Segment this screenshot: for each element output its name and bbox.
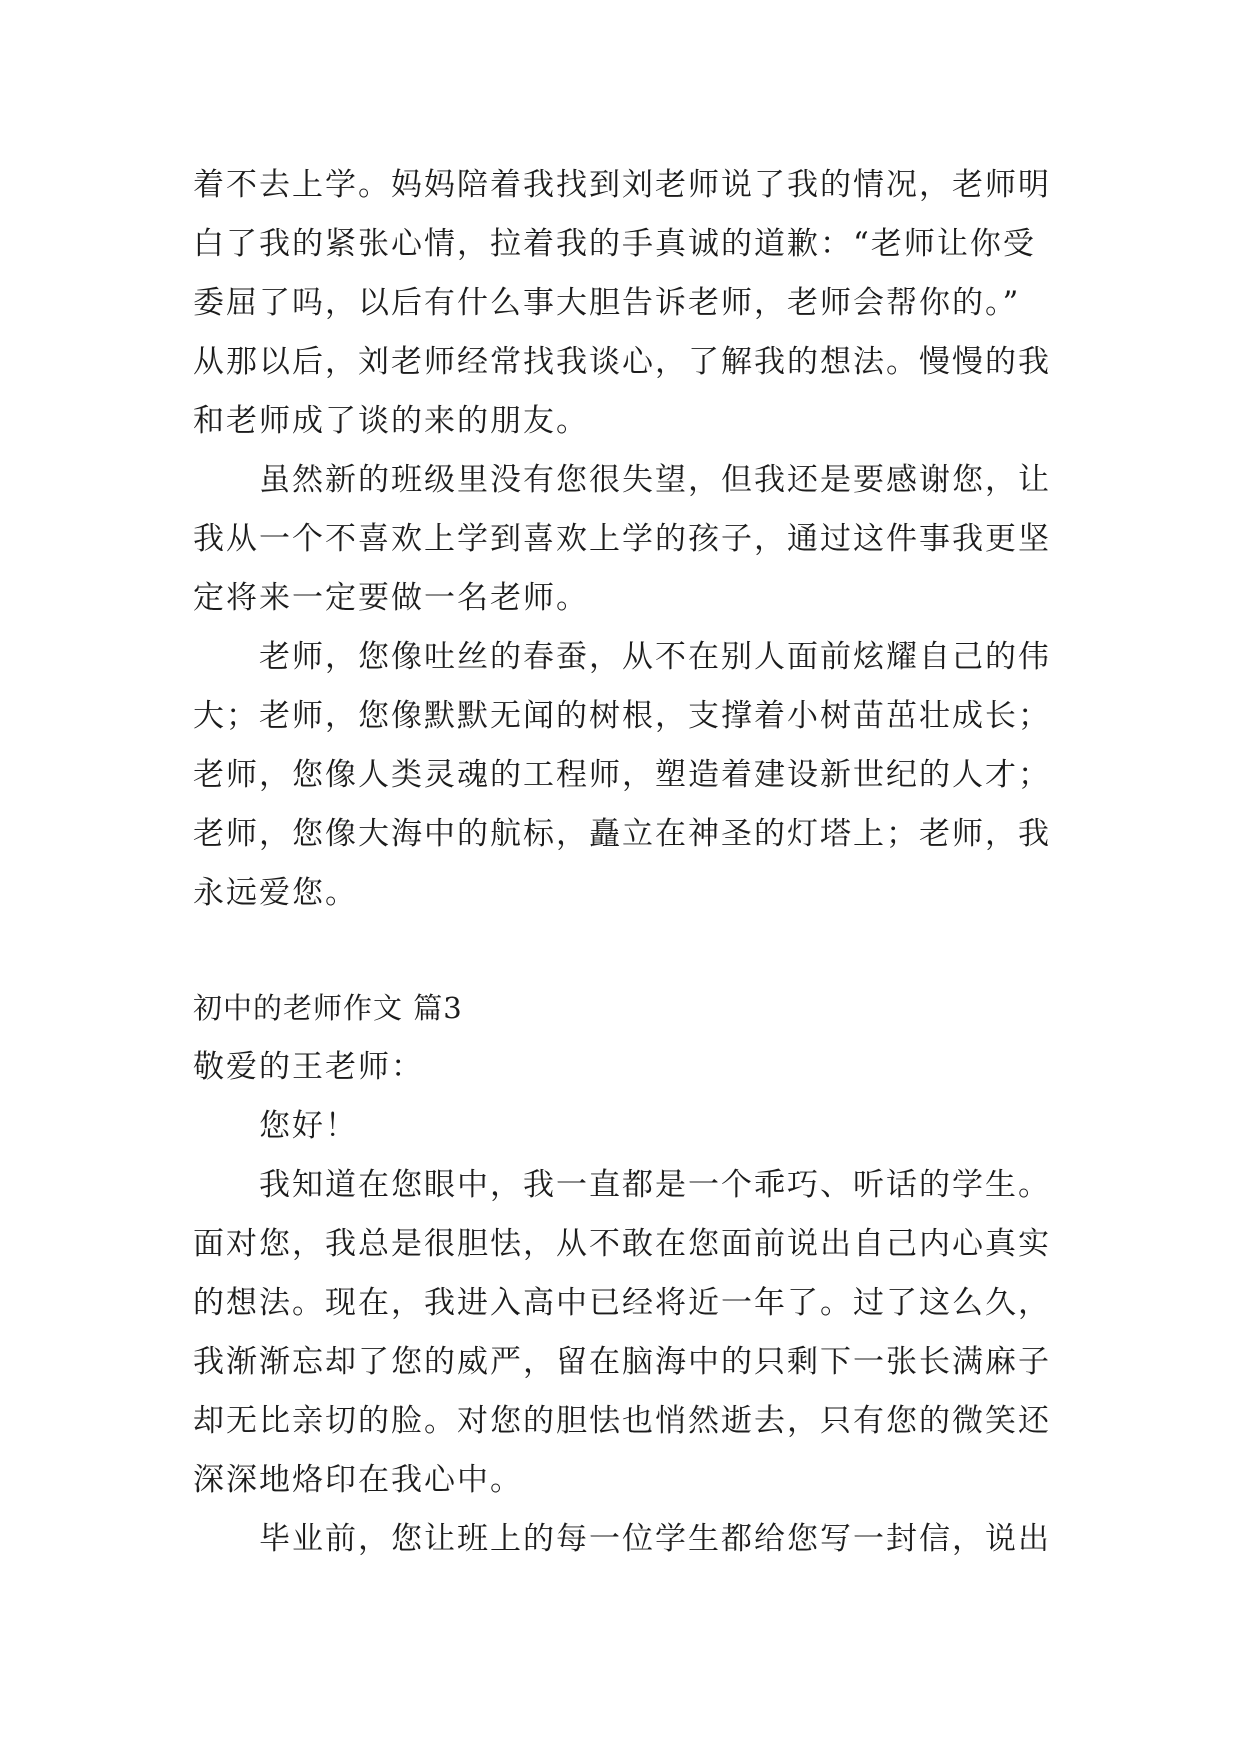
text-line: 老师，您像大海中的航标，矗立在神圣的灯塔上；老师，我 bbox=[193, 816, 1051, 852]
text-line: 着不去上学。妈妈陪着我找到刘老师说了我的情况，老师明 bbox=[193, 167, 1051, 203]
section-heading: 初中的老师作文 篇3 bbox=[193, 991, 463, 1025]
paragraph bbox=[193, 1510, 1153, 1569]
text-line: 老师，您像人类灵魂的工程师，塑造着建设新世纪的人才； bbox=[193, 757, 1051, 793]
greeting: 您好！ bbox=[259, 1108, 358, 1144]
text-line: 面对您，我总是很胆怯，从不敢在您面前说出自己内心真实 bbox=[193, 1226, 1051, 1262]
essay-section bbox=[193, 979, 1153, 1569]
text-line: 深深地烙印在我心中。 bbox=[193, 1462, 523, 1498]
text-line: 从那以后，刘老师经常找我谈心，了解我的想法。慢慢的我 bbox=[193, 344, 1051, 380]
paragraph bbox=[193, 628, 1153, 923]
text-line: 白了我的紧张心情，拉着我的手真诚的道歉：“老师让你受 bbox=[193, 226, 1036, 262]
text-line: 和老师成了谈的来的朋友。 bbox=[193, 403, 589, 439]
text-line: 大；老师，您像默默无闻的树根，支撑着小树苗茁壮成长； bbox=[193, 698, 1051, 734]
paragraph bbox=[193, 451, 1153, 628]
text-line: 我渐渐忘却了您的威严，留在脑海中的只剩下一张长满麻子 bbox=[193, 1344, 1051, 1380]
paragraph bbox=[193, 156, 1153, 451]
salutation: 敬爱的王老师： bbox=[193, 1049, 424, 1085]
text-line: 虽然新的班级里没有您很失望，但我还是要感谢您，让 bbox=[259, 462, 1051, 498]
text-line: 的想法。现在，我进入高中已经将近一年了。过了这么久， bbox=[193, 1285, 1051, 1321]
text-line: 委屈了吗，以后有什么事大胆告诉老师，老师会帮你的。” bbox=[193, 285, 1021, 321]
text-line: 永远爱您。 bbox=[193, 875, 358, 911]
text-line: 定将来一定要做一名老师。 bbox=[193, 580, 589, 616]
paragraph bbox=[193, 1156, 1153, 1510]
text-line: 我从一个不喜欢上学到喜欢上学的孩子，通过这件事我更坚 bbox=[193, 521, 1051, 557]
text-line: 却无比亲切的脸。对您的胆怯也悄然逝去，只有您的微笑还 bbox=[193, 1403, 1051, 1439]
text-line: 毕业前，您让班上的每一位学生都给您写一封信，说出 bbox=[259, 1521, 1051, 1557]
text-line: 老师，您像吐丝的春蚕，从不在别人面前炫耀自己的伟 bbox=[259, 639, 1051, 675]
previous-section bbox=[193, 156, 1153, 923]
text-line: 我知道在您眼中，我一直都是一个乖巧、听话的学生。 bbox=[259, 1167, 1051, 1203]
